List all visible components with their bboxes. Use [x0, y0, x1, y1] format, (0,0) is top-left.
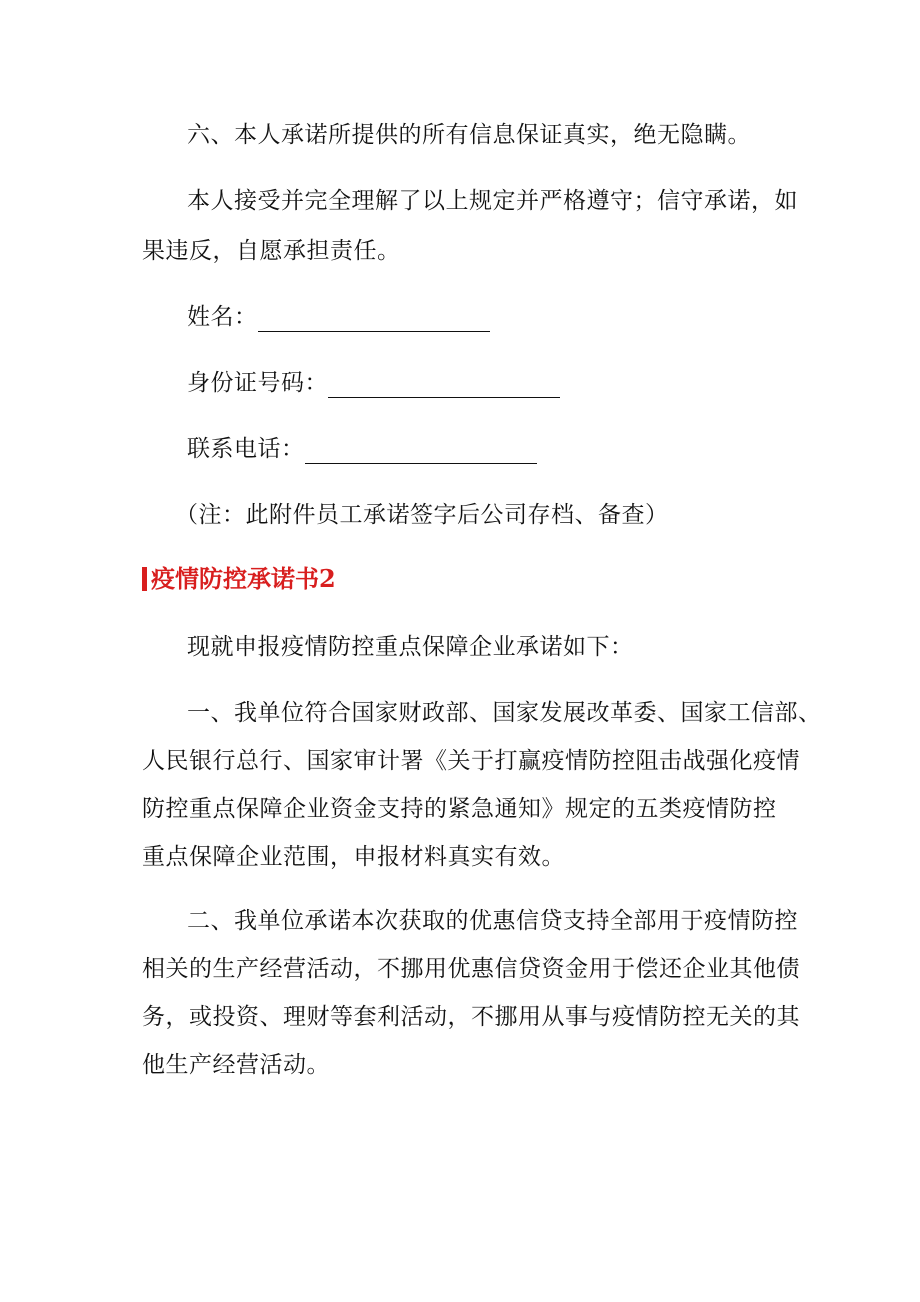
- id-label: 身份证号码：: [187, 370, 328, 396]
- id-field-row: [187, 368, 560, 398]
- section-title: 疫情防控承诺书2: [151, 564, 336, 593]
- acceptance-line-2: 果违反，自愿承担责任。: [142, 238, 401, 264]
- name-signature-line[interactable]: [258, 309, 490, 332]
- phone-field-row: [187, 434, 537, 464]
- item-one-line-2: 人民银行总行、国家审计署《关于打赢疫情防控阻击战强化疫情: [142, 748, 800, 774]
- item-one-line-4: 重点保障企业范围，申报材料真实有效。: [142, 844, 565, 870]
- intro-text: 现就申报疫情防控重点保障企业承诺如下：: [187, 634, 634, 660]
- acceptance-line-1: 本人接受并完全理解了以上规定并严格遵守；信守承诺，如: [187, 188, 798, 214]
- item-two-line-1: 二、我单位承诺本次获取的优惠信贷支持全部用于疫情防控: [187, 908, 798, 934]
- item-two-line-3: 务，或投资、理财等套利活动，不挪用从事与疫情防控无关的其: [142, 1004, 800, 1030]
- item-one-line-3: 防控重点保障企业资金支持的紧急通知》规定的五类疫情防控: [142, 796, 777, 822]
- item-one-line-1: 一、我单位符合国家财政部、国家发展改革委、国家工信部、: [187, 700, 822, 726]
- name-label: 姓名：: [187, 304, 258, 330]
- heading-marker: [142, 567, 147, 591]
- phone-label: 联系电话：: [187, 436, 305, 462]
- item-two-line-2: 相关的生产经营活动，不挪用优惠信贷资金用于偿还企业其他债: [142, 956, 800, 982]
- section-heading: [142, 563, 336, 595]
- id-signature-line[interactable]: [328, 375, 560, 398]
- item-two-line-4: 他生产经营活动。: [142, 1052, 330, 1078]
- archive-note: （注：此附件员工承诺签字后公司存档、备查）: [175, 502, 669, 528]
- name-field-row: [187, 302, 490, 332]
- clause-six: 六、本人承诺所提供的所有信息保证真实，绝无隐瞒。: [187, 122, 751, 148]
- phone-signature-line[interactable]: [305, 441, 537, 464]
